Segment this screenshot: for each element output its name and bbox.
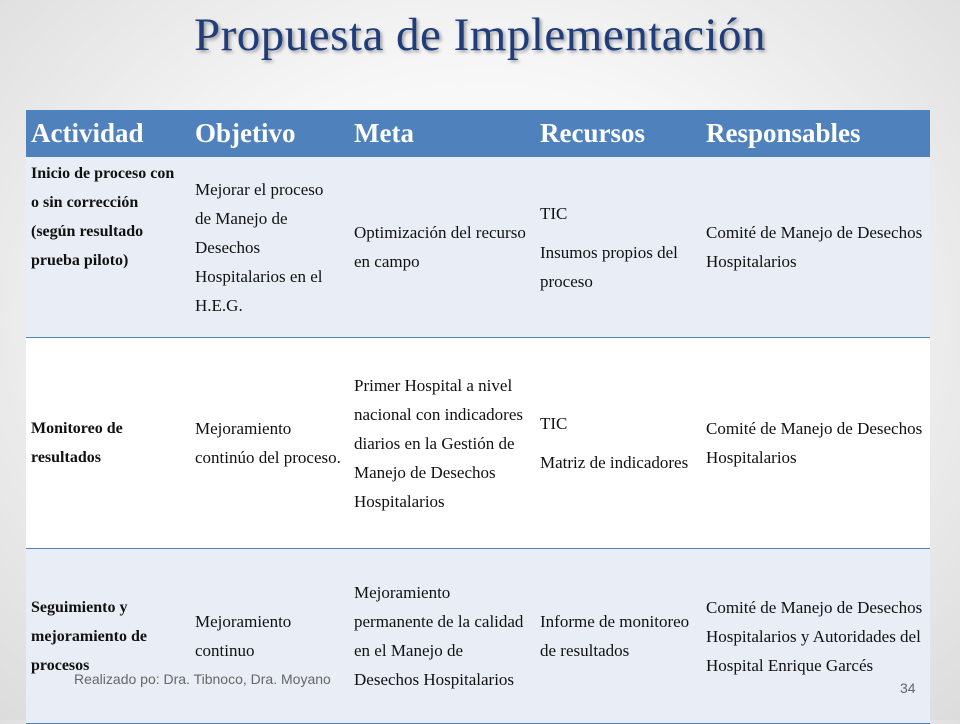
table-row — [26, 549, 930, 724]
cell-actividad: Monitoreo de resultados — [26, 338, 190, 549]
recurso-item: TIC — [540, 414, 568, 433]
page-number: 34 — [900, 680, 916, 696]
cell-objetivo: Mejorar el proceso de Manejo de Desechos Hospitalarios en el H.E.G. — [190, 157, 349, 338]
recurso-item: Insumos propios del proceso — [540, 242, 678, 291]
cell-meta: Primer Hospital a nivel nacional con indicadores diarios en la Gestión de Manejo de Desechos Hospitalarios — [349, 338, 535, 549]
footer-credit: Realizado po: Dra. Tibnoco, Dra. Moyano — [74, 671, 331, 687]
cell-objetivo: Mejoramiento continúo del proceso. — [190, 338, 349, 549]
cell-responsables: Comité de Manejo de Desechos Hospitalarios — [701, 338, 930, 549]
cell-recursos — [535, 549, 701, 724]
cell-meta: Optimización del recurso en campo — [349, 157, 535, 338]
implementation-table — [26, 110, 930, 724]
recurso-item: TIC — [540, 203, 568, 223]
header-actividad: Actividad — [26, 110, 190, 157]
header-objetivo: Objetivo — [190, 110, 349, 157]
table-row — [26, 338, 930, 549]
cell-actividad: Inicio de proceso con o sin corrección (según resultado prueba piloto) — [26, 157, 190, 338]
cell-objetivo: Mejoramiento continuo — [190, 549, 349, 724]
cell-actividad: Seguimiento y mejoramiento de procesos — [26, 549, 190, 724]
header-recursos: Recursos — [535, 110, 701, 157]
slide-title: Propuesta de Implementación — [193, 9, 767, 61]
cell-recursos — [535, 338, 701, 549]
cell-responsables: Comité de Manejo de Desechos Hospitalarios — [701, 157, 930, 338]
recurso-item: Informe de monitoreo de resultados — [540, 612, 690, 660]
cell-meta: Mejoramiento permanente de la calidad en el Manejo de Desechos Hospitalarios — [349, 549, 535, 724]
table-header-row — [26, 110, 930, 157]
cell-responsables: Comité de Manejo de Desechos Hospitalarios y Autoridades del Hospital Enrique Garcés — [701, 549, 930, 724]
table-row — [26, 157, 930, 338]
cell-recursos — [535, 157, 701, 338]
header-meta: Meta — [349, 110, 535, 157]
header-responsables: Responsables — [701, 110, 930, 157]
recurso-item: Matriz de indicadores — [540, 453, 689, 472]
